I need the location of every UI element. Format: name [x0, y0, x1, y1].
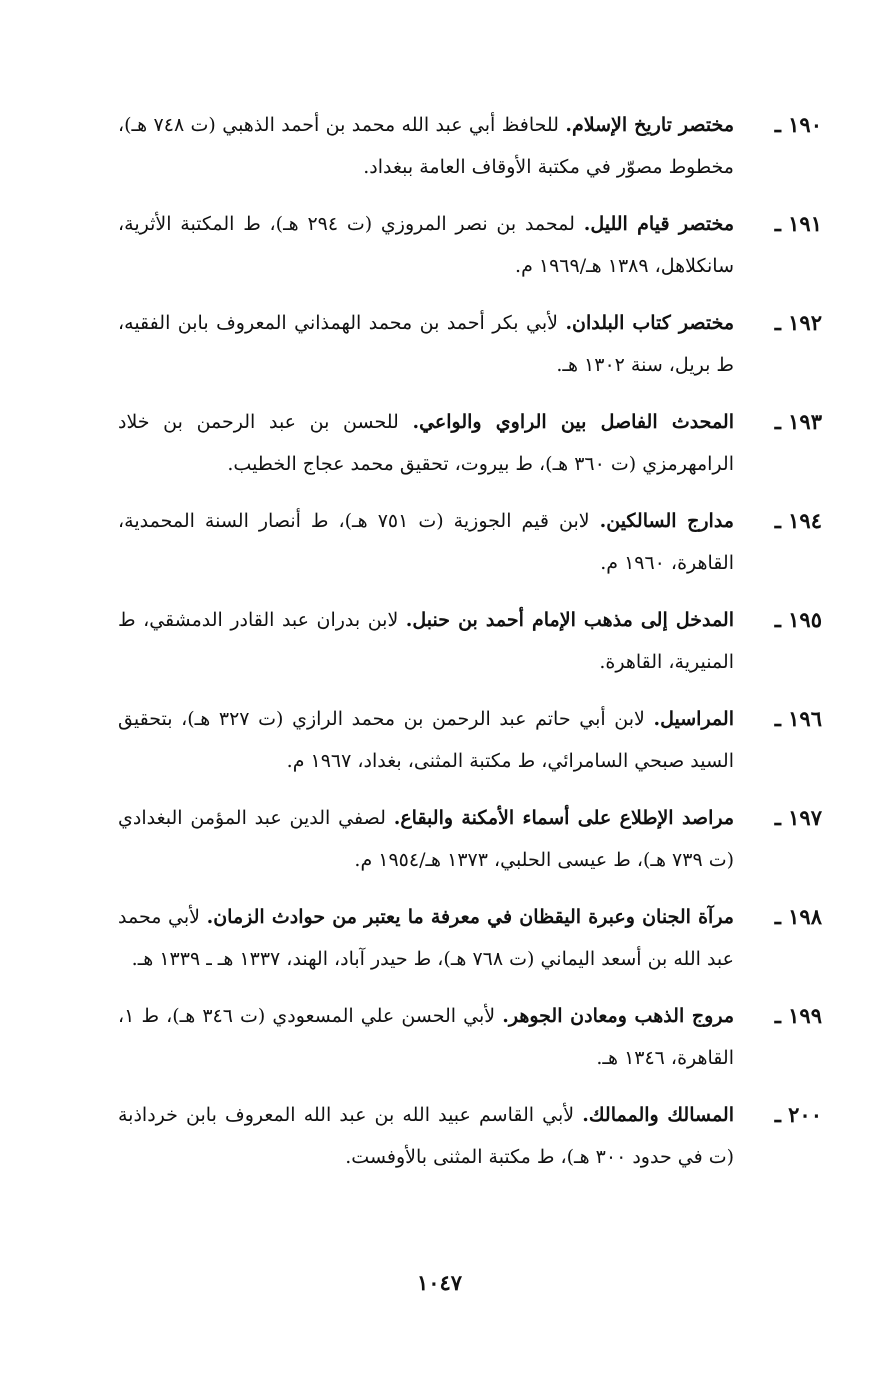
entry-title: المسالك والممالك. — [582, 1104, 734, 1126]
bibliography-entry-198 — [118, 896, 822, 980]
entry-text: لابن قيم الجوزية (ت ٧٥١ هـ)، ط أنصار السنة المحمدية، القاهرة، ١٩٦٠ م. — [118, 510, 734, 574]
bibliography-entry-197 — [118, 797, 822, 881]
entry-title: مراصد الإطلاع على أسماء الأمكنة والبقاع. — [393, 807, 735, 829]
bibliography-entry-200 — [118, 1094, 822, 1178]
entry-number: ١٩٠ ـ — [774, 112, 822, 137]
bibliography-entry-190 — [118, 104, 822, 188]
entry-body — [118, 104, 734, 188]
entry-title: المحدث الفاصل بين الراوي والواعي. — [412, 411, 734, 433]
entry-title: مروج الذهب ومعادن الجوهر. — [502, 1005, 735, 1027]
entry-number: ١٩٨ ـ — [774, 904, 822, 929]
entry-text: للحسن بن عبد الرحمن بن خلاد الرامهرمزي (ت ٣٦٠ هـ)، ط بيروت، تحقيق محمد عجاج الخطيب. — [118, 411, 734, 475]
entry-body — [118, 203, 734, 287]
entry-text: لأبي القاسم عبيد الله بن عبد الله المعروف بابن خرداذبة (ت في حدود ٣٠٠ هـ)، ط مكتبة المثنى بالأوفست. — [118, 1104, 734, 1168]
entry-number: ١٩١ ـ — [774, 211, 822, 236]
entry-title: المدخل إلى مذهب الإمام أحمد بن حنبل. — [405, 609, 734, 631]
entry-number: ١٩٦ ـ — [774, 706, 822, 731]
bibliography-entry-192 — [118, 302, 822, 386]
bibliography-entry-195 — [118, 599, 822, 683]
entry-text: لابن أبي حاتم عبد الرحمن بن محمد الرازي (ت ٣٢٧ هـ)، بتحقيق السيد صبحي السامرائي، ط مكتبة المثنى، بغداد، ١٩٦٧ م. — [118, 708, 734, 772]
entry-number: ١٩٩ ـ — [774, 1003, 822, 1028]
entry-number: ١٩٢ ـ — [774, 310, 822, 335]
entry-number: ١٩٧ ـ — [774, 805, 822, 830]
entry-text: لأبي الحسن علي المسعودي (ت ٣٤٦ هـ)، ط ١، القاهرة، ١٣٤٦ هـ. — [118, 1005, 734, 1069]
entry-title: مدارج السالكين. — [599, 510, 734, 532]
entry-number: ١٩٣ ـ — [774, 409, 822, 434]
bibliography-list — [118, 104, 822, 1193]
entry-title: المراسيل. — [653, 708, 734, 730]
entry-body — [118, 401, 734, 485]
bibliography-entry-199 — [118, 995, 822, 1079]
entry-title: مختصر قيام الليل. — [583, 213, 734, 235]
bibliography-entry-196 — [118, 698, 822, 782]
entry-text: لأبي بكر أحمد بن محمد الهمذاني المعروف بابن الفقيه، ط بريل، سنة ١٣٠٢ هـ. — [118, 312, 734, 376]
entry-title: مرآة الجنان وعبرة اليقظان في معرفة ما يعتبر من حوادث الزمان. — [206, 906, 734, 928]
entry-body — [118, 302, 734, 386]
entry-text: لمحمد بن نصر المروزي (ت ٢٩٤ هـ)، ط المكتبة الأثرية، سانكلاهل، ١٣٨٩ هـ/١٩٦٩ م. — [118, 213, 734, 277]
entry-number: ١٩٥ ـ — [774, 607, 822, 632]
entry-body — [118, 1094, 734, 1178]
page-number: ١٠٤٧ — [416, 1270, 463, 1295]
entry-body — [118, 698, 734, 782]
entry-title: مختصر تاريخ الإسلام. — [565, 114, 734, 136]
bibliography-entry-194 — [118, 500, 822, 584]
entry-text: لابن بدران عبد القادر الدمشقي، ط المنيرية، القاهرة. — [118, 609, 734, 673]
entry-body — [118, 797, 734, 881]
entry-number: ١٩٤ ـ — [774, 508, 822, 533]
entry-text: لصفي الدين عبد المؤمن البغدادي (ت ٧٣٩ هـ)، ط عيسى الحلبي، ١٣٧٣ هـ/١٩٥٤ م. — [118, 807, 734, 871]
entry-body — [118, 599, 734, 683]
entry-title: مختصر كتاب البلدان. — [565, 312, 735, 334]
bibliography-entry-193 — [118, 401, 822, 485]
entry-text: لأبي محمد عبد الله بن أسعد اليماني (ت ٧٦٨ هـ)، ط حيدر آباد، الهند، ١٣٣٧ هـ ـ ١٣٣٩ هـ. — [118, 906, 734, 970]
entry-text: للحافظ أبي عبد الله محمد بن أحمد الذهبي (ت ٧٤٨ هـ)، مخطوط مصوّر في مكتبة الأوقاف العامة ببغداد. — [118, 114, 734, 178]
entry-body — [118, 896, 734, 980]
bibliography-entry-191 — [118, 203, 822, 287]
entry-number: ٢٠٠ ـ — [774, 1102, 822, 1127]
entry-body — [118, 500, 734, 584]
entry-body — [118, 995, 734, 1079]
